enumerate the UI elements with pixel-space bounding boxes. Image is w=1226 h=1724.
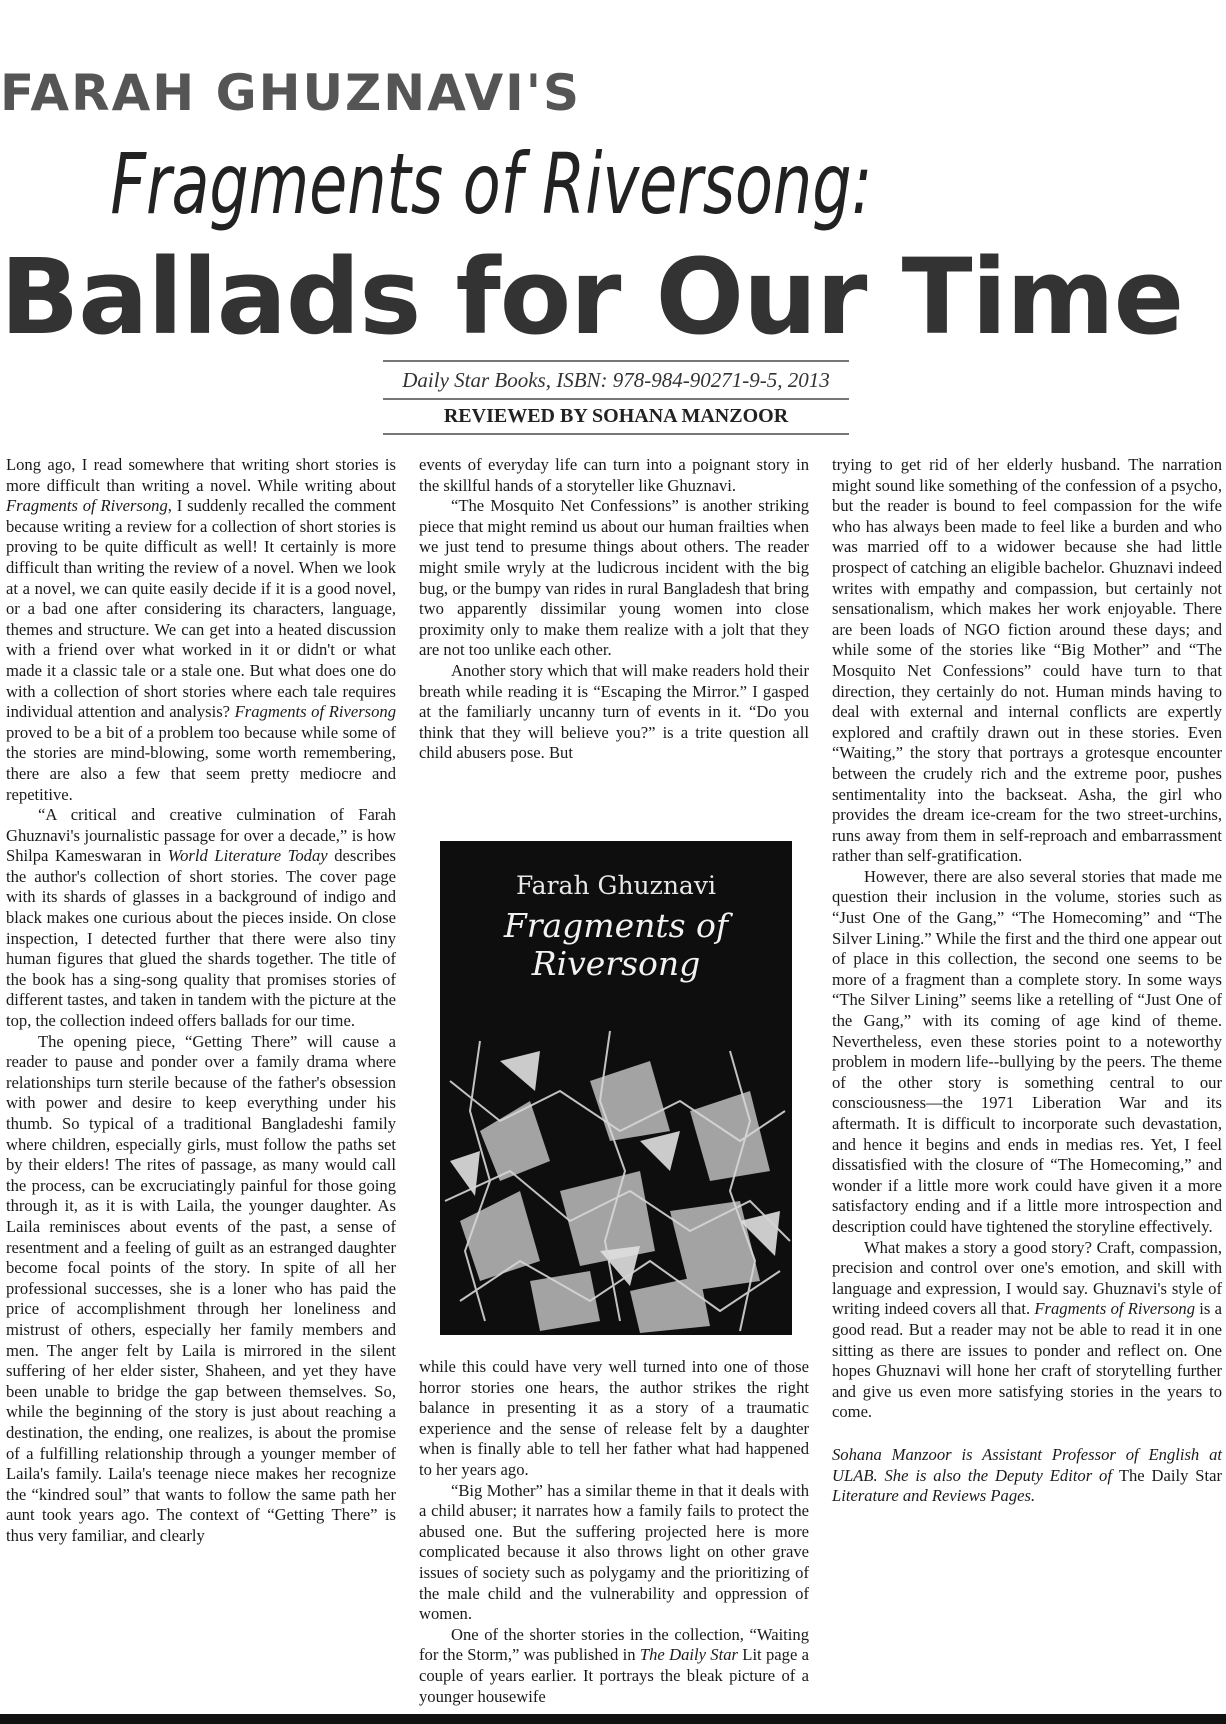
column-1 [6,455,396,1546]
column-2-bottom [419,1357,809,1707]
divider [383,433,849,435]
paragraph: Long ago, I read somewhere that writing short stories is more difficult than writing a novel. While writing about Fragments of Riversong, I suddenly recalled the comment because writing a review for a collection of short stories is proving to be quite difficult as well! It certainly is more difficult than writing the review of a novel. When we look at a novel, we can quite easily decide if it is a good novel, or a bad one after considering its characters, language, themes and structure. We can get into a heated discussion with a friend over what worked in it or didn't or what made it a classic tale or a stale one. But what does one do with a collection of short stories where each tale requires individual attention and analysis? Fragments of Riversong proved to be a bit of a problem too because while some of the stories are mind-blowing, some worth remembering, there are also a few that seem pretty mediocre and repetitive. [6,455,397,804]
author-note: Sohana Manzoor is Assistant Professor of English at ULAB. She is also the Deputy Editor of The Daily Star Literature and Reviews Pages. [832,1444,1222,1506]
paragraph: However, there are also several stories that made me question their inclusion in the volume, stories such as “Just One of the Gang,” “The Homecoming” and “The Silver Lining.” While the first and the third one appear out of place in this collection, the second one seems to be more of a fragment than a complete story. In some ways “The Silver Lining” seems like a retelling of “Just One of the Gang,” with its coming of age kind of theme. Nevertheless, even these stories point to a noteworthy problem in modern life--bullying by the peers. The theme of the other story is something central to our consciousness—the 1971 Liberation War and its aftermath. It is difficult to incorporate such devastation, and hence it begins and ends in medias res. Yet, I feel dissatisfied with the closure of “The Homecoming,” and wonder if a little more work could have given it a more satisfactory ending and if a little more introspection and description could have tightened the storyline effectively. [832,866,1222,1236]
author-heading: FARAH GHUZNAVI'S [0,64,582,122]
paragraph: One of the shorter stories in the collection, “Waiting for the Storm,” was published in The Daily Star Lit page a couple of years earlier. It portrays the bleak picture of a younger housewife [419,1624,810,1706]
paragraph: What makes a story a good story? Craft, compassion, precision and control over one's emotion, and skill with language and expression, I would say. Ghuznavi's style of writing indeed covers all that. Fragments of Riversong is a good read. But a reader may not be able to read it in one sitting as there are issues to ponder and reflect on. One hopes Ghuznavi will hone her craft of storytelling further and give us even more satisfying stories in the years to come. [832,1237,1222,1422]
reviewer-byline: REVIEWED BY SOHANA MANZOOR [443,405,789,427]
paragraph: The opening piece, “Getting There” will cause a reader to pause and ponder over a family drama where relationships turn sterile because of the father's obsession with power and desire to keep everything under his thumb. So typical of a traditional Bangladeshi family where children, especially girls, must follow the paths set by their elders! The rites of passage, as many would call the process, can be excruciatingly painful for those going through it, as it is with Laila, the younger daughter. As Laila reminisces about events of the past, a sense of resentment and a feeling of guilt as an estranged daughter become focal points of the story. In spite of all her professional successes, she is a loner who has paid the price of accomplishment through her loneliness and mistrust of others, especially her family members and men. The anger felt by Laila is mirrored in the silent suffering of her elder sister, Shaheen, and yet they have been unable to bridge the gap between themselves. So, while the beginning of the story is just about reaching a destination, the ending, one realizes, is about the promise of a fulfilling relationship through a younger member of Laila's family. Laila's teenage niece makes her recognize the “kindred soul” that wants to follow the same path her aunt took years ago. The context of “Getting There” is thus very familiar, and clearly [6,1031,396,1545]
paragraph: trying to get rid of her elderly husband. The narration might sound like something of the confession of a psycho, but the reader is bound to feel compassion for the wife who has always been made to feel like a burden and who was married off to a widower because she had little prospect of catching an eligible bachelor. Ghuznavi indeed writes with empathy and compassion, but certainly not sensationalism, which makes her work enjoyable. There are been loads of NGO fiction around these days; and while some of the stories like “Big Mother” and “The Mosquito Net Confessions” could have turn to that direction, they certainly do not. Human minds having to deal with external and internal conflicts are expertly explored and craftily drawn out in these stories. Even “Waiting,” the story that portrays a grotesque encounter between the crudely rich and the extreme poor, pushes sentimentality into the backseat. Asha, the girl who provides the dream ice-cream for the two street-urchins, runs away from them in self-reproach and embarrassment rather than self-gratification. [832,455,1222,866]
publication-info: Daily Star Books, ISBN: 978-984-90271-9-5, 2013 [402,368,830,392]
paragraph: while this could have very well turned into one of those horror stories one hears, the author strikes the right balance in presenting it as a story of a traumatic experience and the sense of release felt by a daughter when is finally able to tell her father what had happened to her years ago. [419,1357,809,1479]
cover-author: Farah Ghuznavi [516,871,716,900]
book-cover-image [440,841,792,1335]
publication-box [383,360,849,435]
cover-title: Fragments of Riversong [503,906,729,983]
column-2-top [419,455,809,764]
book-title-heading: Fragments of Riversong: [110,135,873,233]
article-subtitle: Ballads for Our Time [0,236,1184,358]
page-bottom-border [0,1714,1226,1724]
paragraph: “The Mosquito Net Confessions” is another striking piece that might remind us about our human frailties when we just tend to presume things about others. The reader might smile wryly at the ludicrous incident with the big bug, or the bumpy van rides in rural Bangladesh that bring two apparently dissimilar young women into close proximity only to make them realize with a jolt that they are not too unlike each other. [419,496,809,660]
cover-shards-illustration [440,1021,792,1335]
paragraph: events of everyday life can turn into a poignant story in the skillful hands of a storyteller like Ghuznavi. [419,455,809,495]
paragraph: Another story which that will make readers hold their breath while reading it is “Escaping the Mirror.” I gasped at the familiarly uncanny turn of events in it. “Do you think that they will believe you?” is a trite question all child abusers pose. But [419,660,809,763]
paragraph: “A critical and creative culmination of Farah Ghuznavi's journalistic passage for over a decade,” is how Shilpa Kameswaran in World Literature Today describes the author's collection of short stories. The cover page with its shards of glasses in a background of indigo and black makes one curious about the pieces inside. On close inspection, I detected further that there were also tiny human figures that glued the shards together. The title of the book has a sing-song quality that promises stories of different tastes, and taken in tandem with the picture at the top, the collection indeed offers ballads for our time. [6,805,396,1031]
paragraph: “Big Mother” has a similar theme in that it deals with a child abuser; it narrates how a family fails to protect the abused one. But the suffering projected here is more complicated because it also throws light on other grave issues of society such as polygamy and the prioritizing of the male child and the vulnerability and oppression of women. [419,1480,809,1624]
column-3 [832,455,1222,1507]
